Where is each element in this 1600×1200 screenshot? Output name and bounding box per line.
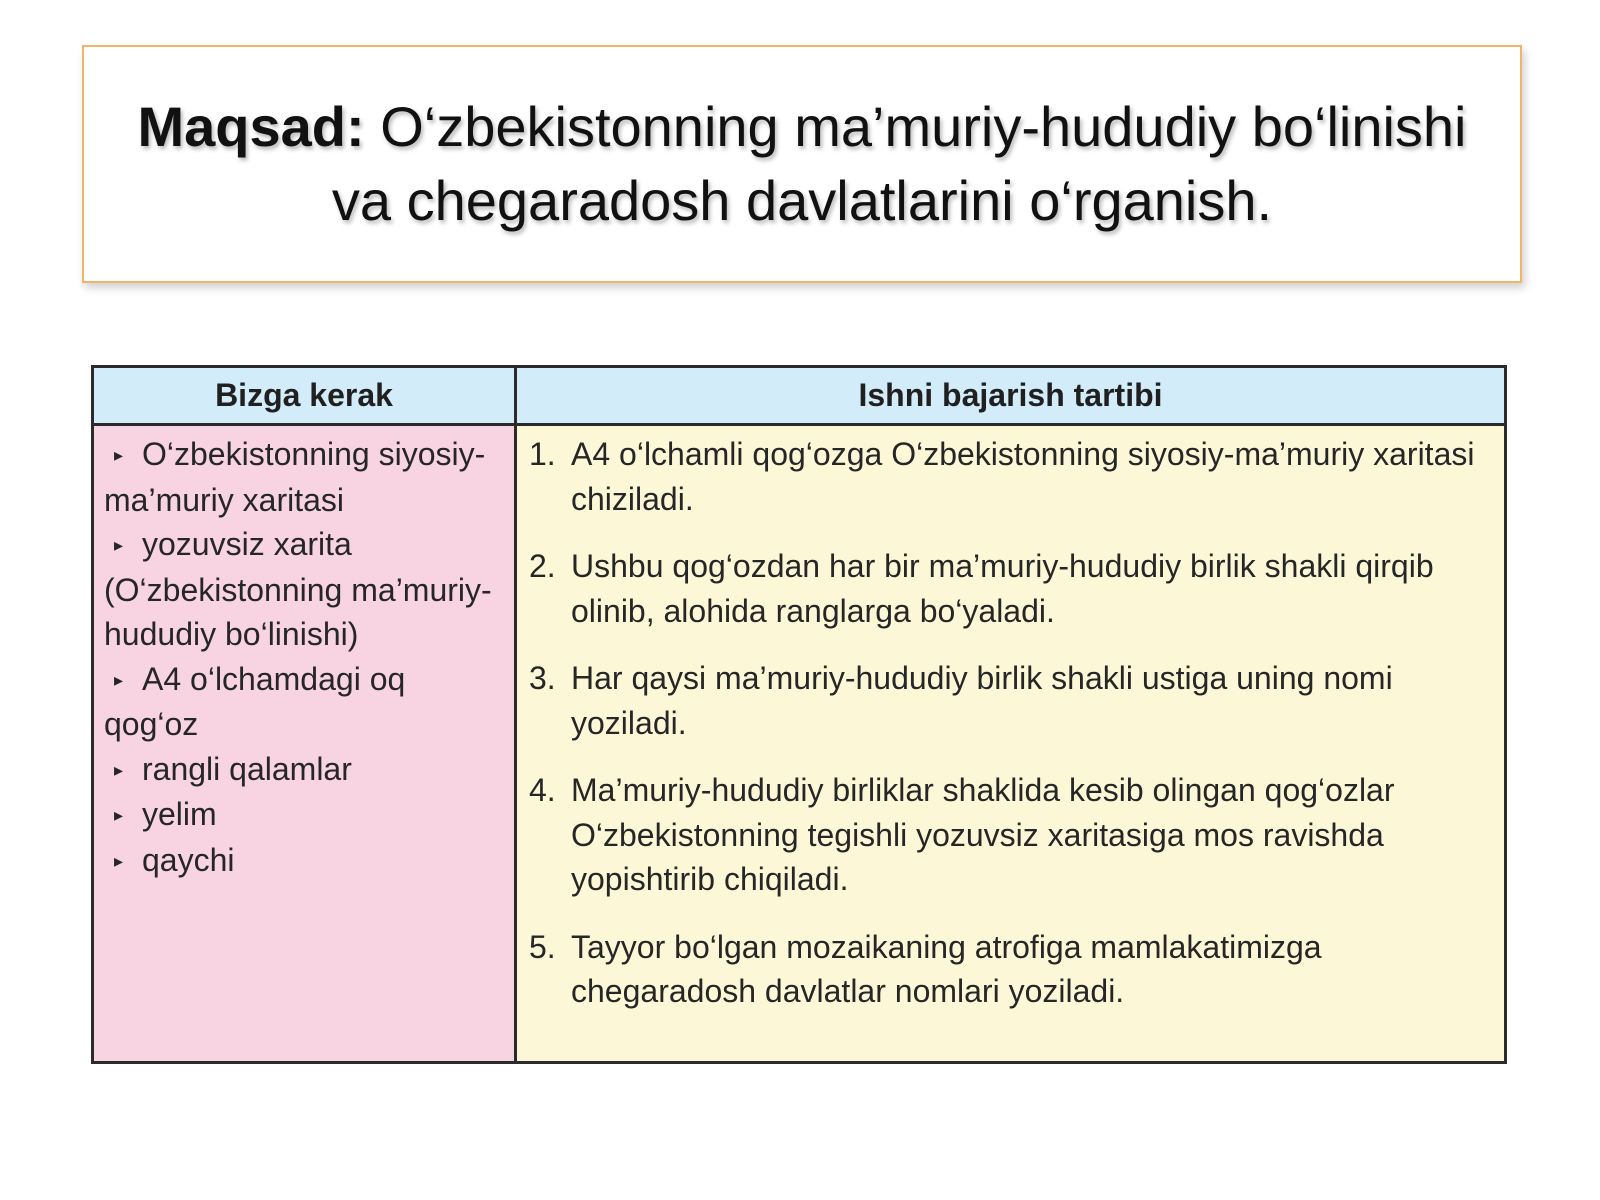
list-item [104,792,504,838]
table-header-row [93,367,1506,425]
goal-description: O‘zbekistonning ma’muriy-hududiy bo‘linishi va chegaradosh davlatlarini o‘rganish. [331,95,1467,232]
triangle-bullet-icon: ▸ [114,445,124,465]
header-need: Bizga kerak [93,367,516,425]
list-item [104,522,504,657]
need-cell [93,425,516,1063]
goal-text [124,90,1480,238]
steps-cell [516,425,1506,1063]
step-item [529,925,1492,1014]
step-item [529,432,1492,521]
step-item [529,656,1492,745]
table-row [93,425,1506,1063]
step-text: Har qaysi ma’muriy-hududiy birlik shakli ustiga uning nomi yoziladi. [571,660,1393,741]
goal-box [82,45,1522,283]
step-item [529,544,1492,633]
goal-label: Maqsad: [137,95,365,158]
list-item [104,657,504,747]
task-table [91,365,1507,1064]
need-item-text: yozuvsiz xarita (O‘zbekistonning ma’muriy-hududiy bo‘linishi) [104,526,492,652]
need-list [104,432,504,883]
need-item-text: rangli qalamlar [142,750,352,787]
triangle-bullet-icon: ▸ [114,850,124,871]
header-steps: Ishni bajarish tartibi [516,367,1506,425]
step-text: Tayyor bo‘lgan mozaikaning atrofiga mamlakatimizga chegaradosh davlatlar nomlari yoziladi. [571,928,1322,1009]
step-number: 1. [529,436,556,472]
step-text: A4 o‘lchamli qog‘ozga O‘zbekistonning siyosiy-ma’muriy xaritasi chiziladi. [571,436,1475,517]
triangle-bullet-icon: ▸ [114,759,124,780]
need-item-text: A4 o‘lchamdagi oq qog‘oz [104,660,406,742]
step-list [529,432,1492,1014]
triangle-bullet-icon: ▸ [114,535,124,555]
list-item [104,432,504,522]
step-number: 4. [529,772,556,808]
triangle-bullet-icon: ▸ [114,805,124,825]
triangle-bullet-icon: ▸ [114,669,124,690]
need-item-text: yelim [142,796,217,832]
list-item [104,838,504,884]
step-number: 2. [529,548,556,584]
step-number: 3. [529,660,556,696]
need-item-text: O‘zbekistonning siyosiy-ma’muriy xaritasi [104,436,486,518]
step-text: Ma’muriy-hududiy birliklar shaklida kesib olingan qog‘ozlar O‘zbekistonning tegishli yozuvsiz xaritasiga mos ravishda yopishtirib chiqiladi. [571,772,1395,897]
step-item [529,768,1492,902]
need-item-text: qaychi [142,841,235,878]
list-item [104,747,504,793]
step-text: Ushbu qog‘ozdan har bir ma’muriy-hududiy birlik shakli qirqib olinib, alohida ranglarga bo‘yaladi. [571,548,1434,629]
step-number: 5. [529,928,556,965]
